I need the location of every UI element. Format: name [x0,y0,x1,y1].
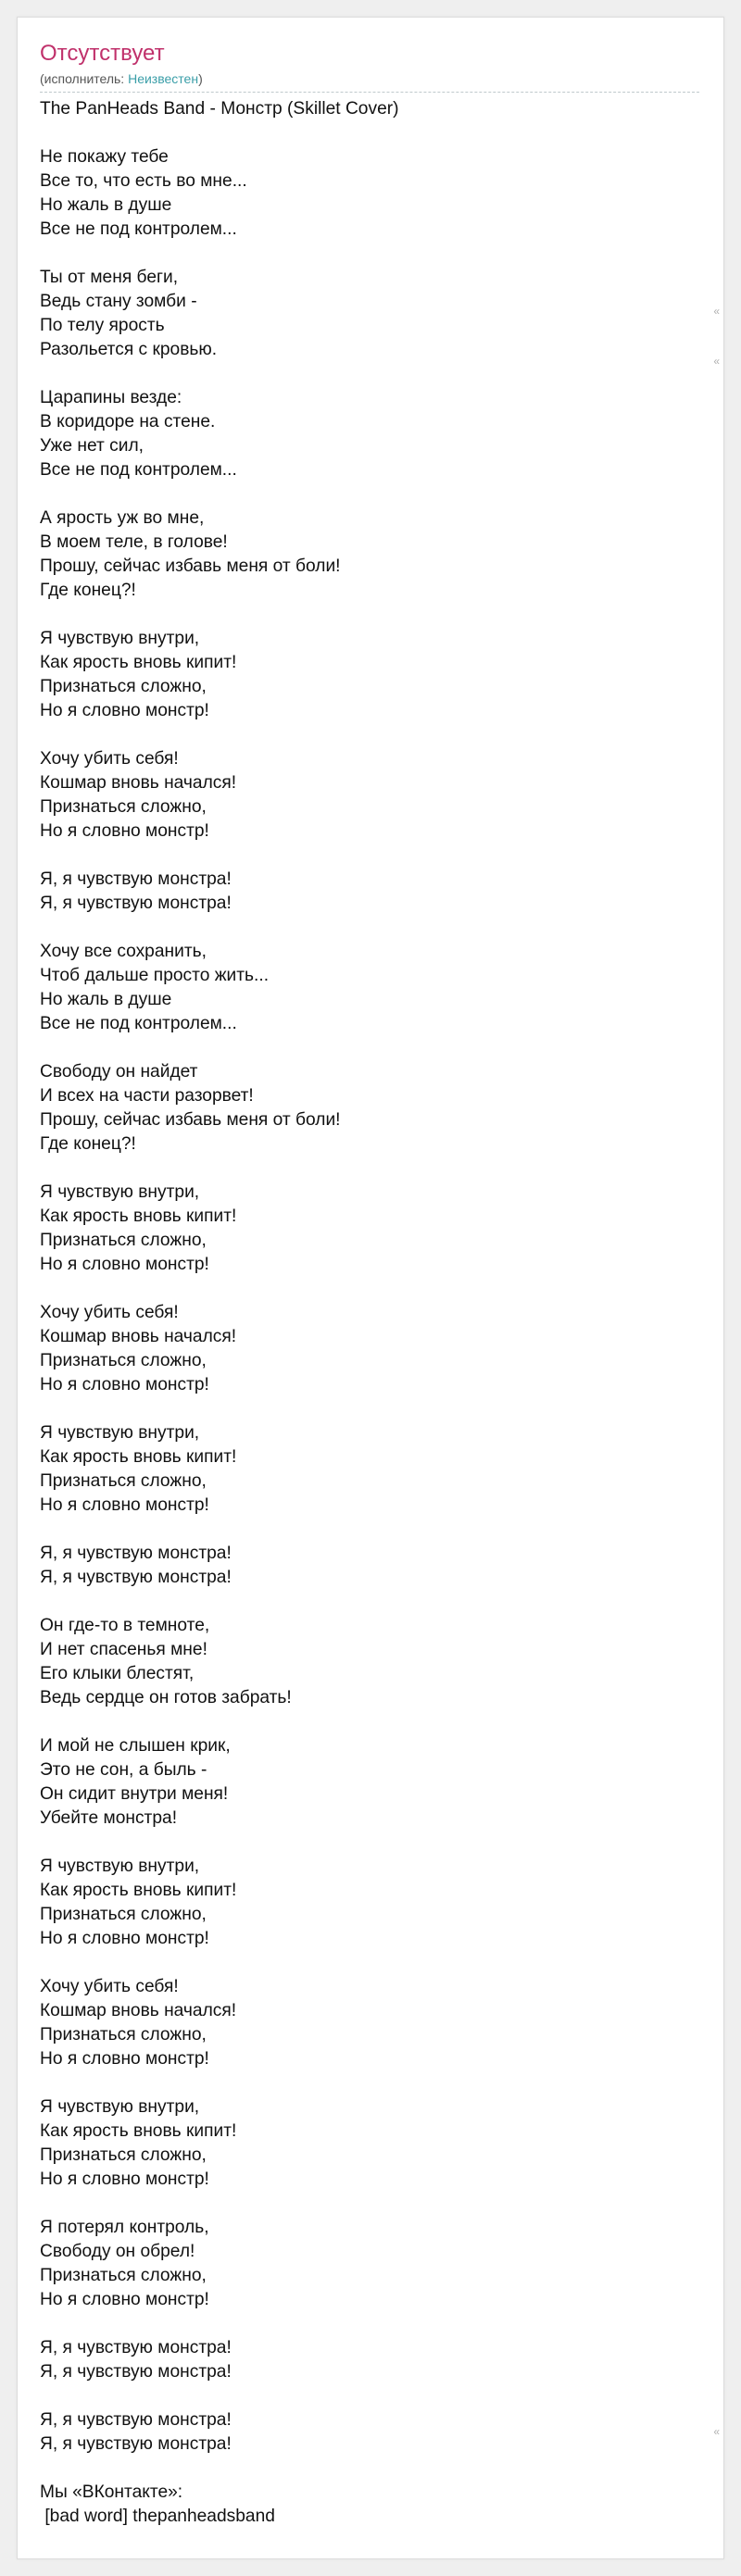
stanza-gap [40,2071,699,2095]
lyric-line: Не покажу тебе [40,147,169,167]
lyric-line: Я чувствую внутри, [40,1423,200,1443]
lyric-line: Я, я чувствую монстра! [40,2410,232,2430]
divider [40,92,699,93]
lyric-line: И нет спасенья мне! [40,1640,207,1659]
lyric-line: Хочу убить себя! [40,1303,179,1322]
side-marker: « [713,305,720,318]
lyric-line: Но я словно монстр! [40,2290,209,2309]
stanza-gap [40,1590,699,1614]
side-marker: « [713,355,720,368]
stanza [40,266,699,362]
stanza-gap [40,121,699,145]
lyric-line: Кошмар вновь начался! [40,2001,237,2020]
stanza [40,506,699,603]
lyric-line: Но я словно монстр! [40,2170,209,2189]
lyric-line: Как ярость вновь кипит! [40,1207,237,1226]
lyric-line: Признаться сложно, [40,797,207,817]
stanza-gap [40,1951,699,1975]
stanza-gap [40,1831,699,1855]
lyric-line: Я, я чувствую монстра! [40,1568,232,1587]
lyric-line: Но я словно монстр! [40,2049,209,2069]
lyric-line: Я чувствую внутри, [40,2097,200,2117]
stanza-gap [40,2312,699,2336]
artist-suffix: ) [198,71,203,86]
lyric-line: Ведь сердце он готов забрать! [40,1688,292,1707]
stanza-gap [40,2457,699,2481]
lyric-line: Уже нет сил, [40,436,144,456]
header [40,40,699,93]
lyric-line: Я чувствую внутри, [40,629,200,648]
stanza [40,627,699,723]
lyric-line: Я, я чувствую монстра! [40,2338,232,2357]
lyric-line: Признаться сложно, [40,1471,207,1491]
lyric-line: Прошу, сейчас избавь меня от боли! [40,1110,341,1130]
lyric-line: Признаться сложно, [40,677,207,696]
lyric-line: Но я словно монстр! [40,1929,209,1948]
stanza [40,1421,699,1518]
lyric-line: Все не под контролем... [40,460,237,480]
lyric-line: И мой не слышен крик, [40,1736,231,1756]
lyric-line: Все не под контролем... [40,1014,237,1033]
lyric-line: Кошмар вновь начался! [40,773,237,793]
stanza-gap [40,916,699,940]
side-marker: « [713,2425,720,2438]
lyric-line: Ведь стану зомби - [40,292,197,311]
stanza [40,2216,699,2312]
artist-prefix: (исполнитель: [40,71,129,86]
lyric-line: Но я словно монстр! [40,1375,209,1394]
lyric-line: Как ярость вновь кипит! [40,1881,237,1900]
lyric-line: Как ярость вновь кипит! [40,2121,237,2141]
stanza-gap [40,723,699,747]
vk-label: Мы «ВКонтакте»: [40,2482,183,2502]
lyric-line: Это не сон, а быль - [40,1760,207,1780]
stanza-gap [40,603,699,627]
stanza-gap [40,482,699,506]
stanza [40,2095,699,2192]
stanza [40,868,699,916]
stanza [40,1975,699,2071]
lyric-line: Я, я чувствую монстра! [40,2362,232,2382]
stanza [40,1301,699,1397]
lyric-line: Но жаль в душе [40,990,172,1009]
lyric-line: Признаться сложно, [40,1905,207,1924]
lyric-line: Я чувствую внутри, [40,1182,200,1202]
stanza [40,386,699,482]
lyric-line: А ярость уж во мне, [40,508,205,528]
stanza-gap [40,2192,699,2216]
lyric-line: Кошмар вновь начался! [40,1327,237,1346]
stanza-gap [40,2384,699,2408]
lyric-line: Я, я чувствую монстра! [40,2434,232,2454]
stanza-gap [40,362,699,386]
lyric-line: Где конец?! [40,1134,136,1154]
lyric-line: Признаться сложно, [40,2266,207,2285]
lyric-line: Как ярость вновь кипит! [40,1447,237,1467]
lyric-line: Я чувствую внутри, [40,1857,200,1876]
lyric-line: Ты от меня беги, [40,268,179,287]
artist-line [40,69,699,88]
artist-link[interactable]: Неизвестен [128,71,199,86]
stanza [40,145,699,242]
lyric-line: Свободу он найдет [40,1062,198,1082]
stanza-gap [40,1157,699,1181]
lyric-line: Я, я чувствую монстра! [40,1544,232,1563]
stanza [40,1181,699,1277]
stanza [40,1542,699,1590]
lyric-line: Хочу убить себя! [40,749,179,769]
lyric-line: Его клыки блестят, [40,1664,195,1683]
lyric-line: Я, я чувствую монстра! [40,894,232,913]
lyric-line: Признаться сложно, [40,2025,207,2045]
stanza-gap [40,1397,699,1421]
song-title: The PanHeads Band - Монстр (Skillet Cover) [40,99,399,119]
lyric-line: Он где-то в темноте, [40,1616,210,1635]
stanza-gap [40,242,699,266]
lyric-line: Признаться сложно, [40,1351,207,1370]
lyric-line: Он сидит внутри меня! [40,1784,229,1804]
stanza-gap [40,844,699,868]
vk-link[interactable]: [bad word] thepanheadsband [40,2507,275,2526]
lyric-line: Все не под контролем... [40,219,237,239]
lyric-line: По телу ярость [40,316,165,335]
stanzas-container [40,145,699,2481]
lyric-line: Я потерял контроль, [40,2218,209,2237]
lyric-line: Убейте монстра! [40,1808,178,1828]
lyric-line: Где конец?! [40,581,136,600]
lyrics-body [40,97,699,2529]
lyric-line: Свободу он обрел! [40,2242,195,2261]
stanza [40,1614,699,1710]
lyric-line: И всех на части разорвет! [40,1086,254,1106]
page-title: Отсутствует [40,41,165,66]
stanza [40,1060,699,1157]
stanza-gap [40,1036,699,1060]
lyric-line: В моем теле, в голове! [40,532,228,552]
lyric-line: Прошу, сейчас избавь меня от боли! [40,556,341,576]
stanza [40,1855,699,1951]
stanza [40,2408,699,2457]
stanza [40,940,699,1036]
lyric-line: Но я словно монстр! [40,821,209,841]
lyric-line: Как ярость вновь кипит! [40,653,237,672]
lyric-line: Но я словно монстр! [40,701,209,720]
lyric-line: Все то, что есть во мне... [40,171,247,191]
lyric-line: Признаться сложно, [40,2145,207,2165]
lyric-line: Но жаль в душе [40,195,172,215]
stanza-gap [40,1277,699,1301]
stanza [40,747,699,844]
lyric-line: Признаться сложно, [40,1231,207,1250]
lyric-line: Я, я чувствую монстра! [40,869,232,889]
lyric-line: Но я словно монстр! [40,1255,209,1274]
stanza [40,1734,699,1831]
lyrics-card [17,17,724,2559]
lyric-line: Чтоб дальше просто жить... [40,966,270,985]
lyric-line: В коридоре на стене. [40,412,216,431]
lyric-line: Хочу все сохранить, [40,942,207,961]
stanza-gap [40,1710,699,1734]
lyric-line: Разольется с кровью. [40,340,218,359]
stanza-gap [40,1518,699,1542]
stanza [40,2336,699,2384]
lyric-line: Хочу убить себя! [40,1977,179,1996]
lyric-line: Царапины везде: [40,388,182,407]
lyric-line: Но я словно монстр! [40,1495,209,1515]
